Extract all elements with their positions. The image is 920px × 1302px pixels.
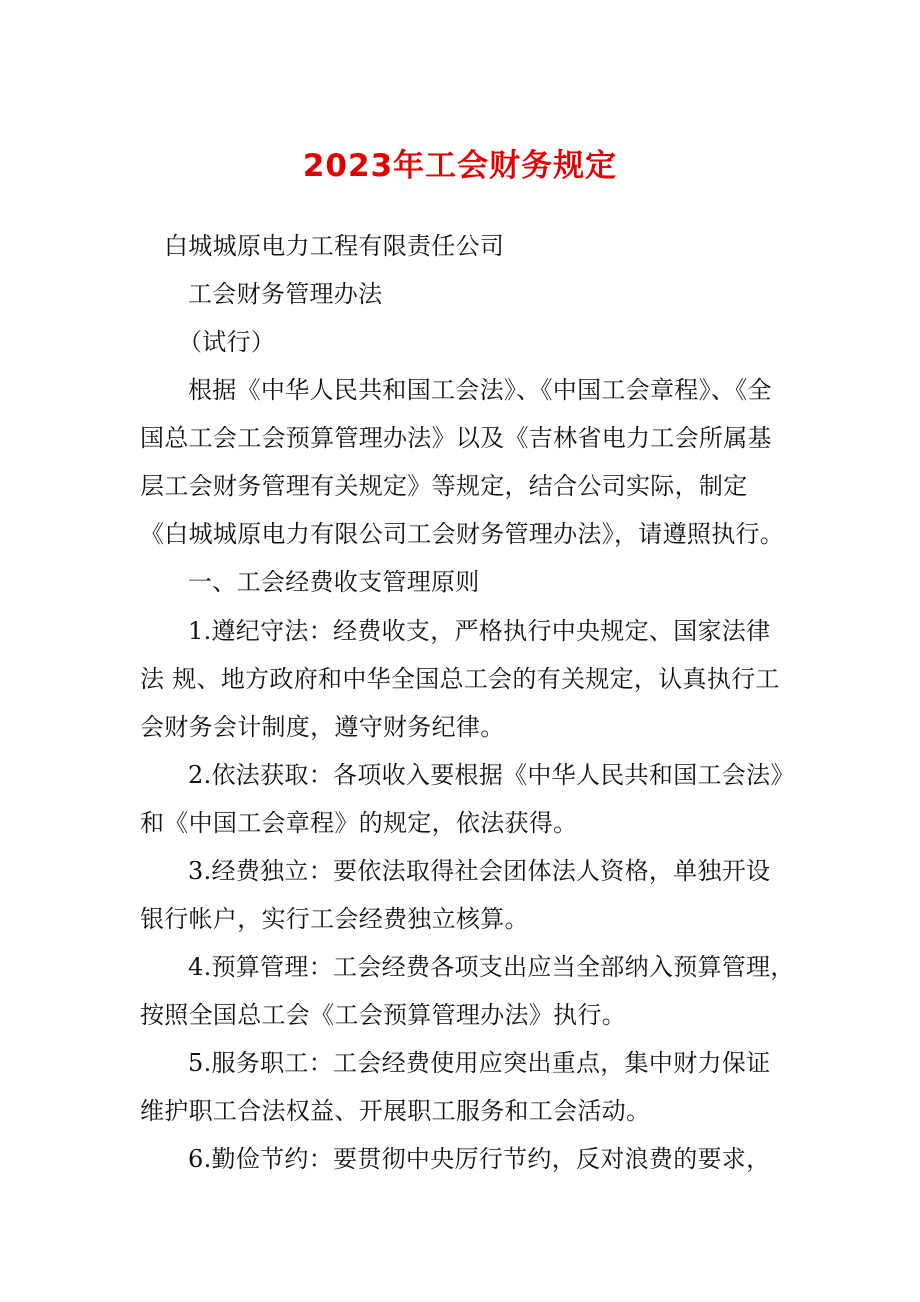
paragraph-line: 《白城城原电力有限公司工会财务管理办法》，请遵照执行。 (140, 520, 785, 548)
paragraph-line: 和《中国工会章程》的规定，依法获得。 (140, 809, 578, 837)
paragraph-line: 根据《中华人民共和国工会法》、《中国工会章程》、《全 (188, 376, 772, 404)
paragraph-line: 国总工会工会预算管理办法》以及《吉林省电力工会所属基 (140, 424, 772, 452)
paragraph-line: 5.服务职工：工会经费使用应突出重点，集中财力保证 (188, 1049, 771, 1077)
paragraph-line: 层工会财务管理有关规定》等规定，结合公司实际，制定 (140, 472, 748, 500)
paragraph-line: 会财务会计制度，遵守财务纪律。 (140, 713, 505, 741)
section-heading: 一、工会经费收支管理原则 (188, 568, 480, 596)
trial-note: （试行） (178, 328, 276, 356)
paragraph-line: 按照全国总工会《工会预算管理办法》执行。 (140, 1001, 626, 1029)
document-title: 2023年工会财务规定 (302, 148, 618, 184)
paragraph-line: 6.勤俭节约：要贯彻中央厉行节约，反对浪费的要求， (188, 1145, 771, 1173)
paragraph-line: 3.经费独立：要依法取得社会团体法人资格，单独开设 (188, 857, 771, 885)
paragraph-line: 银行帐户，实行工会经费独立核算。 (140, 905, 529, 933)
document-subtitle: 工会财务管理办法 (188, 280, 383, 308)
paragraph-line: 维护职工合法权益、开展职工服务和工会活动。 (140, 1097, 651, 1125)
paragraph-line: 2.依法获取：各项收入要根据《中华人民共和国工会法》 (188, 761, 795, 789)
paragraph-line: 1.遵纪守法：经费收支，严格执行中央规定、国家法律 (188, 617, 771, 645)
company-name: 白城城原电力工程有限责任公司 (164, 232, 505, 260)
paragraph-line: 法 规、地方政府和中华全国总工会的有关规定，认真执行工 (140, 665, 780, 693)
paragraph-line: 4.预算管理：工会经费各项支出应当全部纳入预算管理， (188, 953, 795, 981)
